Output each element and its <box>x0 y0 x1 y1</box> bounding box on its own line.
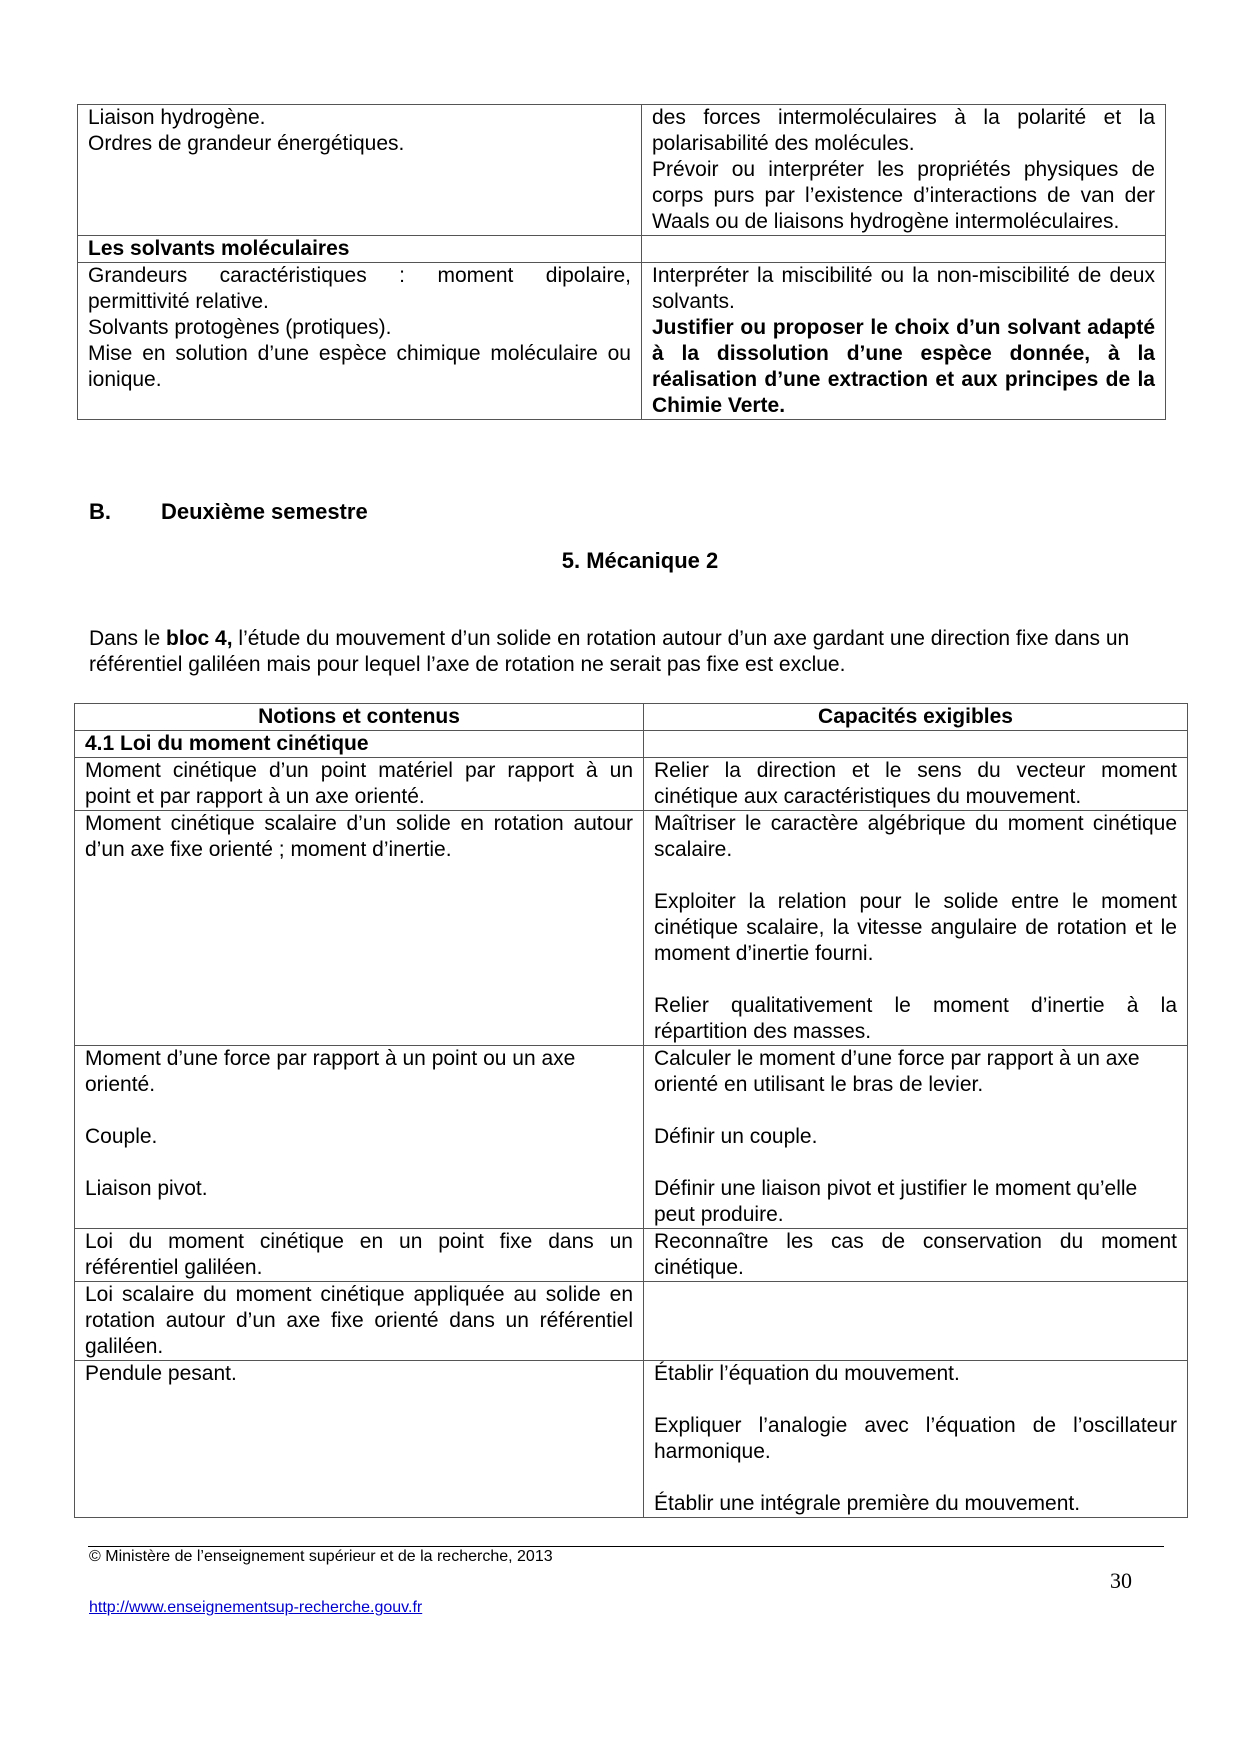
cell-text: Relier qualitativement le moment d’inertie à la répartition des masses. <box>654 994 1177 1043</box>
notions-cell <box>78 263 642 420</box>
table-row <box>75 811 1188 1046</box>
cell-text: Couple. <box>85 1125 158 1148</box>
notions-cell: Loi scalaire du moment cinétique appliquée au solide en rotation autour d’un axe fixe orienté dans un référentiel galiléen. <box>75 1282 644 1361</box>
notions-cell: Moment cinétique d’un point matériel par rapport à un point et par rapport à un axe orienté. <box>75 758 644 811</box>
header-capacites: Capacités exigibles <box>644 704 1188 731</box>
notions-cell <box>78 105 642 236</box>
subheading-cell: 4.1 Loi du moment cinétique <box>75 731 644 758</box>
table-row <box>75 1229 1188 1282</box>
chapter-title: 5. Mécanique 2 <box>561 548 719 573</box>
intro-text: Dans le <box>89 627 167 650</box>
cell-text: Ordres de grandeur énergétiques. <box>88 132 405 155</box>
capacites-cell <box>644 1361 1188 1518</box>
table-row <box>75 758 1188 811</box>
cell-text: Maîtriser le caractère algébrique du moment cinétique scalaire. <box>654 812 1177 861</box>
copyright-notice: © Ministère de l’enseignement supérieur et de la recherche, 2013 <box>89 1548 553 1565</box>
empty-cell <box>644 1282 1188 1361</box>
cell-text: Grandeurs caractéristiques : moment dipolaire, permittivité relative. <box>88 264 631 313</box>
cell-text: Établir une intégrale première du mouvement. <box>654 1492 1081 1515</box>
section-heading-cell: Les solvants moléculaires <box>78 236 642 263</box>
table-row <box>78 105 1166 236</box>
footer-link[interactable]: http://www.enseignementsup-recherche.gouv.fr <box>89 1599 423 1616</box>
section-heading <box>89 499 368 525</box>
intro-bold: bloc 4, <box>166 627 233 650</box>
table-row <box>75 1046 1188 1229</box>
footer-divider <box>88 1546 1164 1547</box>
cell-text: Calculer le moment d’une force par rapport à un axe orienté en utilisant le bras de levier. <box>654 1047 1140 1096</box>
header-row <box>75 704 1188 731</box>
cell-text: Expliquer l’analogie avec l’équation de l’oscillateur harmonique. <box>654 1414 1177 1463</box>
cell-text: Liaison hydrogène. <box>88 106 266 129</box>
cell-text: Moment d’une force par rapport à un point ou un axe orienté. <box>85 1047 576 1096</box>
cell-text: des forces intermoléculaires à la polarité et la polarisabilité des molécules. <box>652 106 1155 155</box>
section-letter: B. <box>89 499 111 524</box>
cell-text: Définir une liaison pivot et justifier le moment qu’elle peut produire. <box>654 1177 1138 1226</box>
table-row <box>78 236 1166 263</box>
empty-cell <box>642 236 1166 263</box>
capacites-cell <box>644 811 1188 1046</box>
cell-text: Mise en solution d’une espèce chimique moléculaire ou ionique. <box>88 342 631 391</box>
table-row <box>75 1282 1188 1361</box>
header-notions: Notions et contenus <box>75 704 644 731</box>
cell-text: Prévoir ou interpréter les propriétés physiques de corps purs par l’existence d’interactions de van der Waals ou de liaisons hydrogène intermoléculaires. <box>652 158 1155 233</box>
table-row <box>75 1361 1188 1518</box>
cell-text: Interpréter la miscibilité ou la non-miscibilité de deux solvants. <box>652 264 1155 313</box>
page-number: 30 <box>1110 1568 1132 1593</box>
cell-text: Définir un couple. <box>654 1125 818 1148</box>
cell-text: Exploiter la relation pour le solide entre le moment cinétique scalaire, la vitesse angulaire de rotation et le moment d’inertie fourni. <box>654 890 1177 965</box>
notions-cell: Pendule pesant. <box>75 1361 644 1518</box>
empty-cell <box>644 731 1188 758</box>
capacites-cell: Relier la direction et le sens du vecteur moment cinétique aux caractéristiques du mouvement. <box>644 758 1188 811</box>
notions-cell: Moment cinétique scalaire d’un solide en rotation autour d’un axe fixe orienté ; moment d’inertie. <box>75 811 644 1046</box>
capacites-cell: Reconnaître les cas de conservation du moment cinétique. <box>644 1229 1188 1282</box>
cell-text: Liaison pivot. <box>85 1177 208 1200</box>
capacites-cell <box>642 105 1166 236</box>
cell-text: Établir l’équation du mouvement. <box>654 1362 960 1385</box>
section-title: Deuxième semestre <box>161 499 368 524</box>
notions-cell <box>75 1046 644 1229</box>
capacites-cell <box>642 263 1166 420</box>
capacites-cell <box>644 1046 1188 1229</box>
notions-cell: Loi du moment cinétique en un point fixe dans un référentiel galiléen. <box>75 1229 644 1282</box>
table-continuation <box>77 104 1166 420</box>
cell-text-bold: Justifier ou proposer le choix d’un solvant adapté à la dissolution d’une espèce donnée, à la réalisation d’une extraction et aux principes de la Chimie Verte. <box>652 316 1155 417</box>
intro-text: l’étude du mouvement d’un solide en rotation autour d’un axe gardant une direction fixe dans un référentiel galiléen mais pour lequel l’axe de rotation ne serait pas fixe est exclue. <box>89 627 1130 676</box>
table-row <box>78 263 1166 420</box>
cell-text: Solvants protogènes (protiques). <box>88 316 392 339</box>
subheading-row <box>75 731 1188 758</box>
intro-paragraph <box>89 626 1159 678</box>
curriculum-table <box>74 703 1188 1518</box>
